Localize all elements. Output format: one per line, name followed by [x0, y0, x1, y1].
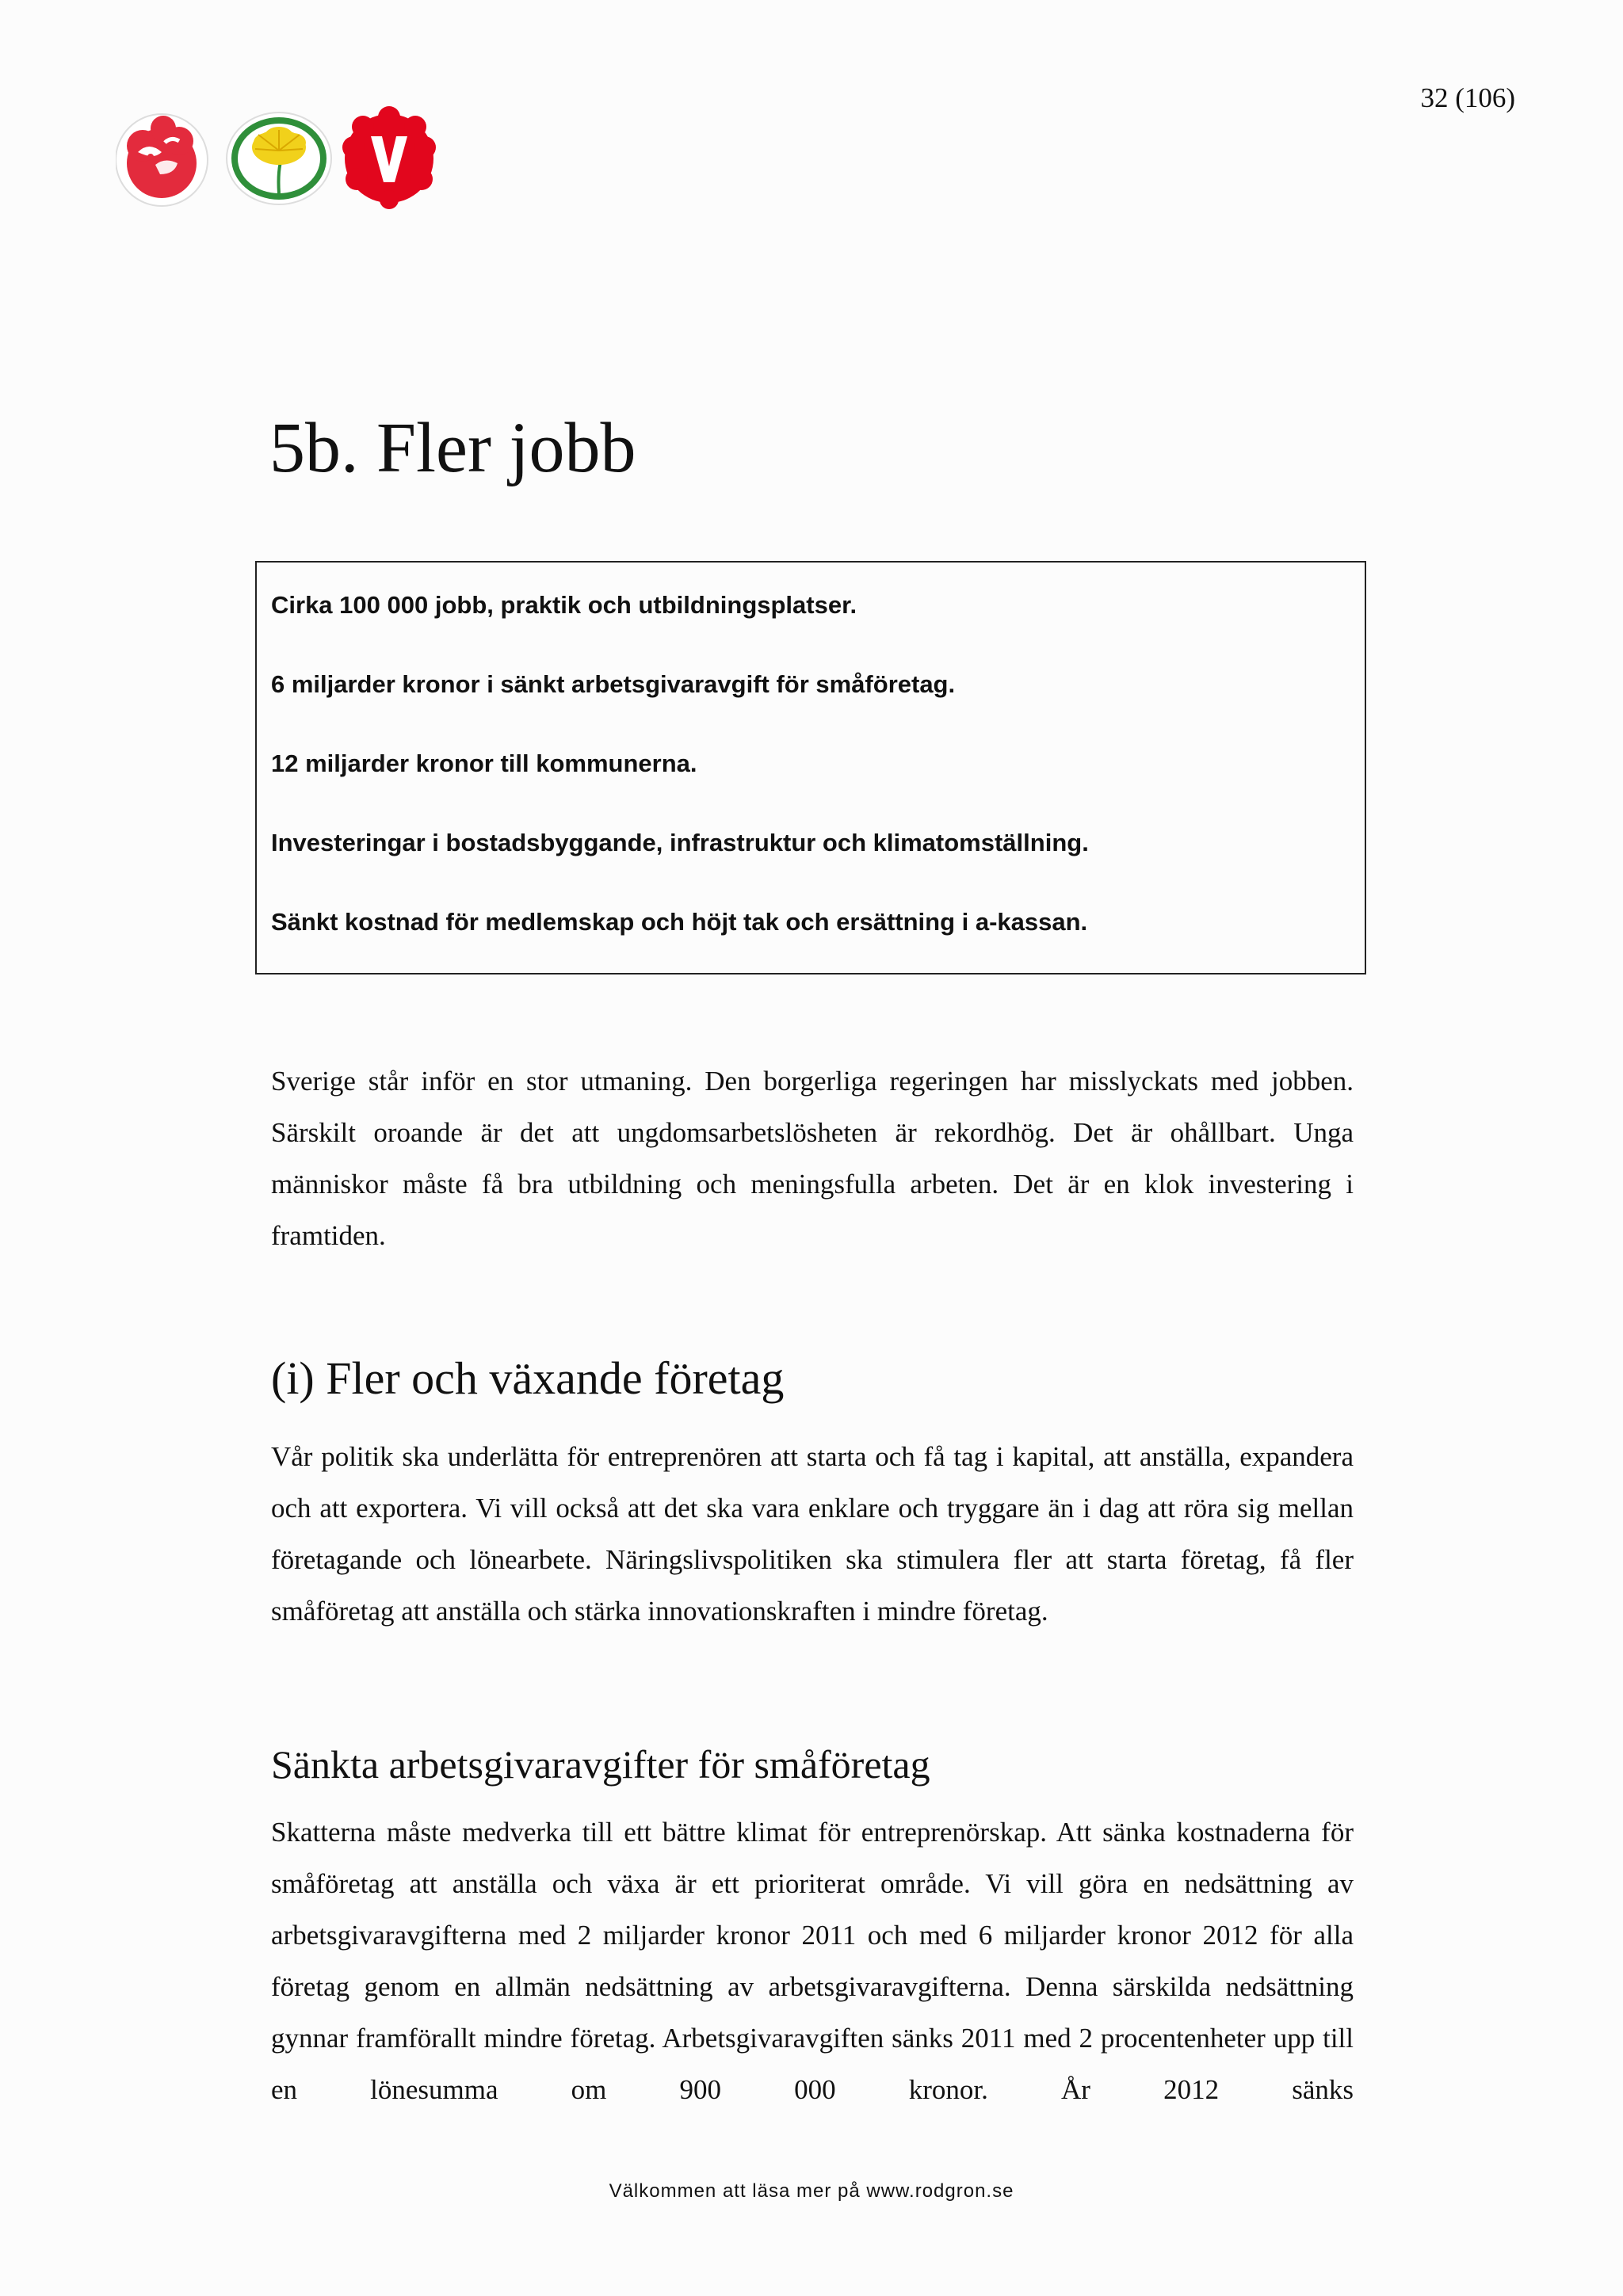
- intro-paragraph: Sverige står inför en stor utmaning. Den borgerliga regeringen har misslyckats med jobben. Särskilt oroande är det att ungdomsarbetslösheten är rekordhög. Det är ohållbart. Unga människor måste få bra utbildning och meningsfulla arbeten. Det är en klok investering i framtiden.: [271, 1066, 1354, 1251]
- page-number: 32 (106): [1420, 82, 1515, 113]
- summary-item: Sänkt kostnad för medlemskap och höjt tak och ersättning i a-kassan.: [271, 908, 1088, 936]
- footer-note: Välkommen att läsa mer på www.rodgron.se: [609, 2180, 1014, 2202]
- page-title: 5b. Fler jobb: [269, 409, 636, 487]
- rose-icon: [116, 114, 208, 206]
- subsection-heading: Sänkta arbetsgivaravgifter för småföretag: [271, 1742, 930, 1787]
- section-heading: (i) Fler och växande företag: [271, 1352, 785, 1404]
- summary-item: 12 miljarder kronor till kommunerna.: [271, 749, 697, 777]
- party-logos: [116, 106, 449, 212]
- section-paragraph: Vår politik ska underlätta för entreprenören att starta och få tag i kapital, att anställa, expandera och att exportera. Vi vill också att det ska vara enklare och tryggare än i dag att röra sig mellan företagande och lönearbete. Näringslivspolitiken ska stimulera fler att starta företag, få fler småföretag att anställa och stärka innovationskraften i mindre företag.: [271, 1441, 1354, 1627]
- carnation-icon: [342, 106, 436, 209]
- summary-item: Cirka 100 000 jobb, praktik och utbildningsplatser.: [271, 591, 857, 619]
- subsection-paragraph: Skatterna måste medverka till ett bättre klimat för entreprenörskap. Att sänka kostnaderna för småföretag att anställa och växa är ett prioriterat område. Vi vill göra en nedsättning av arbetsgivaravgifterna med 2 miljarder kronor 2011 och med 6 miljarder kronor 2012 för alla företag genom en allmän nedsättning av arbetsgivaravgifterna. Denna särskilda nedsättning gynnar framförallt mindre företag. Arbetsgivaravgiften sänks 2011 med 2 procentenheter upp till en lönesumma om 900 000 kronor. År 2012 sänks: [271, 1817, 1354, 2105]
- summary-item: 6 miljarder kronor i sänkt arbetsgivaravgift för småföretag.: [271, 670, 956, 698]
- dandelion-icon: [227, 113, 331, 204]
- summary-box: [255, 561, 1366, 974]
- summary-item: Investeringar i bostadsbyggande, infrastruktur och klimatomställning.: [271, 829, 1089, 856]
